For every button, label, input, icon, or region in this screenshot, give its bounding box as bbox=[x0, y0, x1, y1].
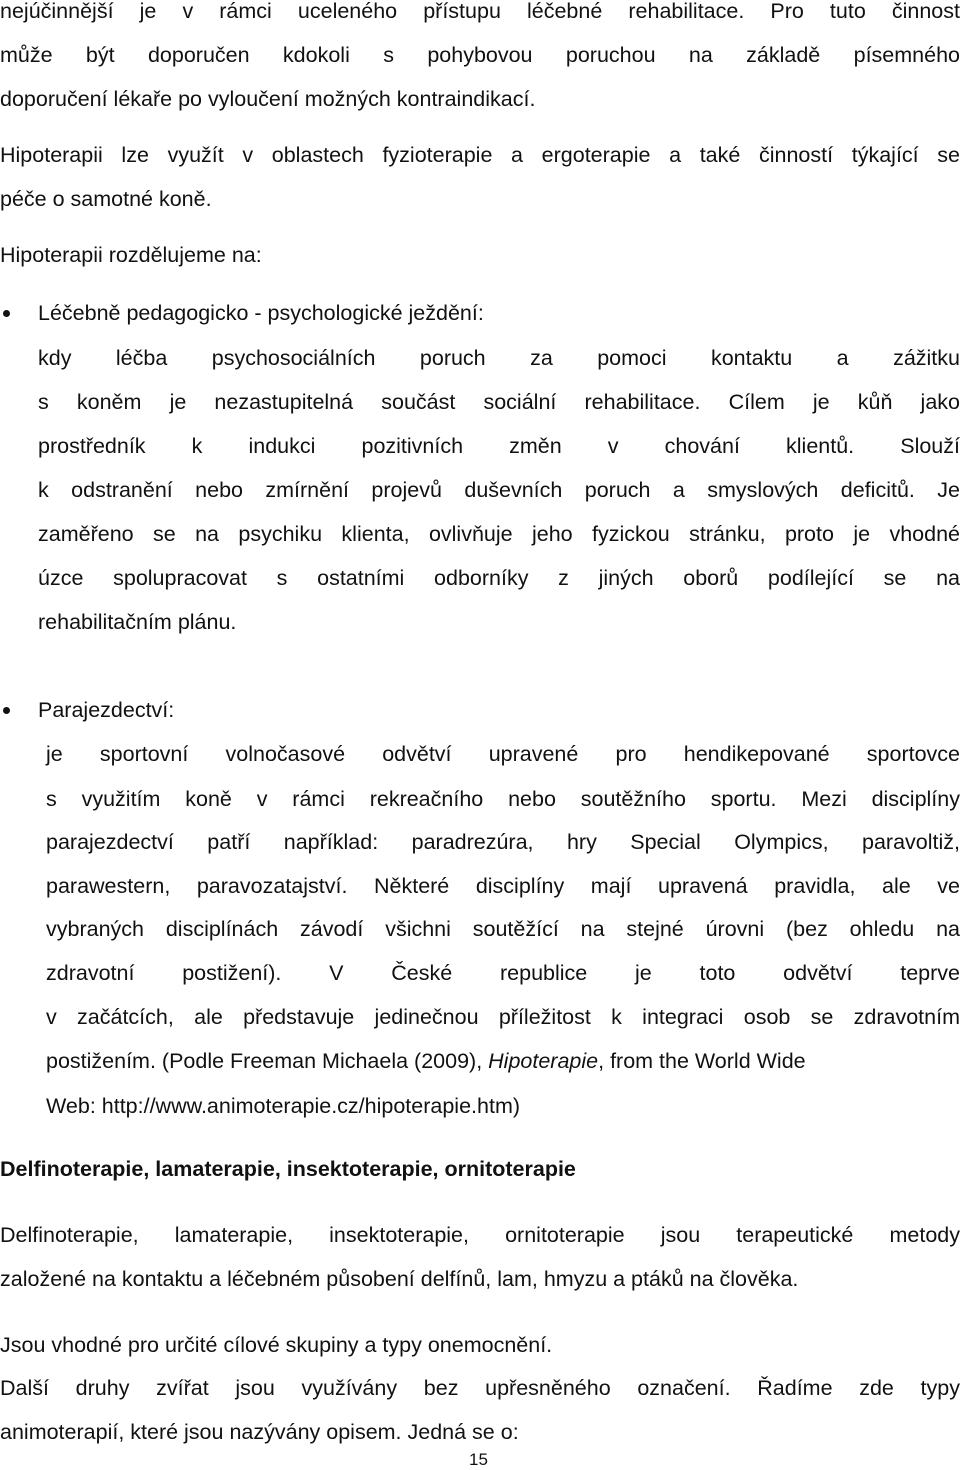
paragraph-3-line-2: založené na kontaktu a léčebném působení delfínů, lam, hmyzu a ptáků na člověka. bbox=[0, 1267, 799, 1291]
bullet-1-line-3: prostředník k indukci pozitivních změn v chování klientů. Slouží bbox=[38, 434, 960, 458]
paragraph-4: Jsou vhodné pro určité cílové skupiny a typy onemocnění. bbox=[0, 1333, 553, 1357]
paragraph-5-line-2: animoterapií, které jsou nazývány opisem. Jedná se o: bbox=[0, 1420, 519, 1444]
bullet-1-line-4: k odstranění nebo zmírnění projevů duševních poruch a smyslových deficitů. Je bbox=[38, 478, 960, 502]
citation-url-line: Web: http://www.animoterapie.cz/hipoterapie.htm) bbox=[46, 1094, 521, 1118]
bullet-icon bbox=[3, 707, 10, 714]
paragraph-5-line-1: Další druhy zvířat jsou využívány bez upřesněného označení. Řadíme zde typy bbox=[0, 1376, 960, 1400]
bullet-2-line-4: parawestern, paravozatajství. Některé disciplíny mají upravená pravidla, ale ve bbox=[46, 874, 960, 898]
paragraph-2-line-2: péče o samotné koně. bbox=[0, 187, 212, 211]
bullet-icon bbox=[3, 310, 10, 317]
paragraph-1-line-1: nejúčinnější je v rámci uceleného přístupu léčebné rehabilitace. Pro tuto činnost bbox=[0, 0, 960, 23]
section-heading: Delfinoterapie, lamaterapie, insektoterapie, ornitoterapie bbox=[0, 1157, 576, 1181]
bullet-2-line-2: s využitím koně v rámci rekreačního nebo soutěžního sportu. Mezi disciplíny bbox=[46, 787, 960, 811]
bullet-2-line-7: v začátcích, ale představuje jedinečnou příležitost k integraci osob se zdravotním bbox=[46, 1005, 960, 1029]
bullet-1-line-6: úzce spolupracovat s ostatními odborníky z jiných oborů podílející se na bbox=[38, 566, 960, 590]
citation-suffix: , from the World Wide bbox=[598, 1049, 806, 1073]
citation-line bbox=[46, 1048, 806, 1074]
bullet-1-title: Léčebně pedagogicko - psychologické ježdění: bbox=[38, 301, 484, 325]
bullet-1-line-1: kdy léčba psychosociálních poruch za pomoci kontaktu a zážitku bbox=[38, 346, 960, 370]
citation-title: Hipoterapie bbox=[488, 1049, 599, 1073]
bullet-2-line-1: je sportovní volnočasové odvětví upravené pro hendikepované sportovce bbox=[46, 742, 960, 766]
bullet-1-line-7: rehabilitačním plánu. bbox=[38, 610, 237, 634]
citation-prefix: postižením. (Podle Freeman Michaela (2009), bbox=[46, 1049, 489, 1073]
division-intro: Hipoterapii rozdělujeme na: bbox=[0, 243, 262, 267]
paragraph-2-line-1: Hipoterapii lze využít v oblastech fyzioterapie a ergoterapie a také činností týkající se bbox=[0, 143, 960, 167]
bullet-1-line-2: s koněm je nezastupitelná součást sociální rehabilitace. Cílem je kůň jako bbox=[38, 390, 960, 414]
bullet-2-line-5: vybraných disciplínách závodí všichni soutěžící na stejné úrovni (bez ohledu na bbox=[46, 917, 960, 941]
paragraph-1-line-3: doporučení lékaře po vyloučení možných kontraindikací. bbox=[0, 87, 536, 111]
paragraph-1-line-2: může být doporučen kdokoli s pohybovou poruchou na základě písemného bbox=[0, 43, 960, 67]
bullet-2-title: Parajezdectví: bbox=[38, 698, 175, 722]
bullet-2-line-3: parajezdectví patří například: paradrezúra, hry Special Olympics, paravoltiž, bbox=[46, 830, 960, 854]
paragraph-3-line-1: Delfinoterapie, lamaterapie, insektoterapie, ornitoterapie jsou terapeutické metody bbox=[0, 1223, 960, 1247]
bullet-1-line-5: zaměřeno se na psychiku klienta, ovlivňuje jeho fyzickou stránku, proto je vhodné bbox=[38, 522, 960, 546]
bullet-2-line-6: zdravotní postižení). V České republice je toto odvětví teprve bbox=[46, 961, 960, 985]
page-number: 15 bbox=[469, 1450, 488, 1469]
